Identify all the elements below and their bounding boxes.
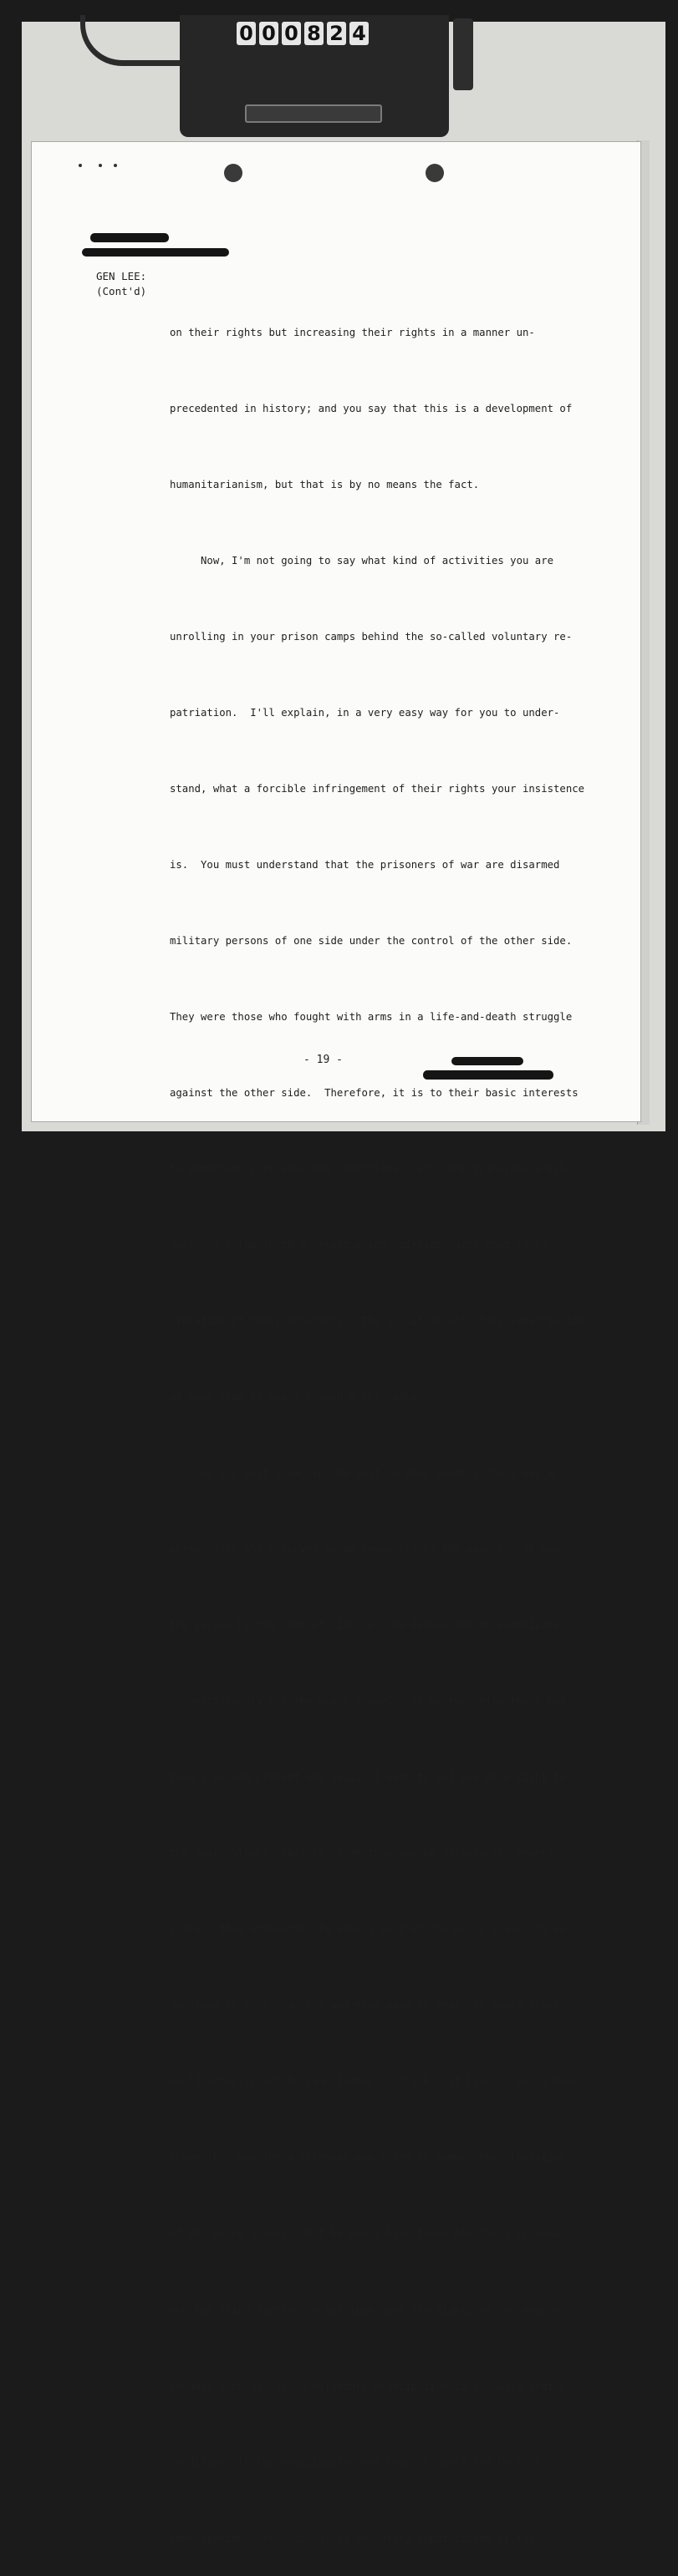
- text-line: deceived by their masters and thus make it that the negro slaves: [170, 1999, 566, 2012]
- text-line: military persons of one side under the control of the other side.: [170, 934, 573, 947]
- text-line: of the negro slaves, that he would have taken him for a criminal: [170, 2228, 566, 2240]
- text-line: of your side is exactly such a principle.: [170, 1391, 424, 1404]
- speaker-label: [96, 269, 163, 299]
- text-line: stand, what a forcible infringement of their rights your insistence: [170, 782, 585, 795]
- transcript-body: [170, 269, 604, 2576]
- counter-digit: 0: [259, 22, 278, 45]
- text-line: As you must know, in the past in your country there was a: [170, 1467, 554, 1480]
- text-line: been a person present who said, "I want to add one more right to: [170, 1771, 566, 1784]
- counter-digit: 4: [349, 22, 369, 45]
- counter-cable: [80, 15, 194, 66]
- text-line: because such so-called voluntary emancipation is actually adding: [170, 2380, 566, 2392]
- counter-digit: 8: [304, 22, 324, 45]
- punch-hole-left: [224, 164, 242, 182]
- speaker-continued: (Cont'd): [96, 285, 147, 297]
- text-line: who had tried further to infringe upon the rights of the negros,: [170, 2304, 566, 2316]
- text-line: against the other side. Therefore, it is to their basic interests: [170, 1087, 579, 1099]
- redaction-bar: [451, 1057, 523, 1065]
- text-line: conditions to the emancipation and thus it could not be real: [170, 2456, 542, 2468]
- counter-digit: 2: [327, 22, 346, 45]
- redaction-bar: [423, 1070, 553, 1080]
- text-line: unrolling in your prison camps behind the so-called voluntary re-: [170, 630, 573, 643]
- text-line: is. You must understand that the prisoners of war are disarmed: [170, 858, 560, 871]
- text-line: Now, I'm not going to say what kind of activities you are: [170, 554, 554, 567]
- text-line: personality who deserves to be respected by the people. He was: [170, 1543, 560, 1556]
- counter-digit: 0: [282, 22, 301, 45]
- text-line: precedented in history; and you say that this is a development of: [170, 402, 573, 414]
- redaction-bar: [82, 248, 229, 257]
- redaction-bar: [90, 233, 169, 242]
- text-line: emancipation. Your so-called voluntary repatriation of the: [170, 2532, 535, 2544]
- text-line: humanitarianism, but that is by no means the fact.: [170, 478, 480, 490]
- page-number: - 19 -: [303, 1054, 343, 1066]
- text-line: the person by the name of Lincoln. He determined to emancipate: [170, 1619, 560, 1632]
- counter-knob: [453, 18, 473, 90]
- text-line: violation of their interests. The so-called voluntary repatriation: [170, 1315, 585, 1328]
- text-line: patriation. I'll explain, in a very easy way for you to under-: [170, 706, 560, 719]
- text-line: taken this man for a criminal who tried to hamper the liberation: [170, 2152, 566, 2164]
- text-line: does not bring forth a result which coincides with that is in: [170, 1239, 548, 1252]
- dot: [114, 164, 117, 167]
- text-line: They were those who fought with arms in a life-and-death struggle: [170, 1010, 573, 1023]
- punch-hole-right: [426, 164, 444, 182]
- counter-plate: [245, 104, 382, 123]
- speaker-name: GEN LEE:: [96, 270, 147, 282]
- text-line: unconditionally all the negro slaves. If at that time there had: [170, 1695, 566, 1708]
- text-line: the negro slaves, that is, that they may be voluntarily emanci-: [170, 1847, 560, 1860]
- text-line: to immediately release and repatriate them. Any principle which: [170, 1163, 566, 1176]
- dot: [79, 164, 82, 167]
- text-line: pated," thus attempting to make a part of the negro slaves to be: [170, 1923, 566, 1936]
- text-line: would actually not be emancipated, I think that Lincoln would have: [170, 2076, 579, 2088]
- counter-digit: 0: [237, 22, 256, 45]
- text-line: on their rights but increasing their rights in a manner un-: [170, 326, 535, 338]
- margin-dots: [77, 164, 120, 169]
- dot: [99, 164, 102, 167]
- frame-counter: [237, 22, 369, 45]
